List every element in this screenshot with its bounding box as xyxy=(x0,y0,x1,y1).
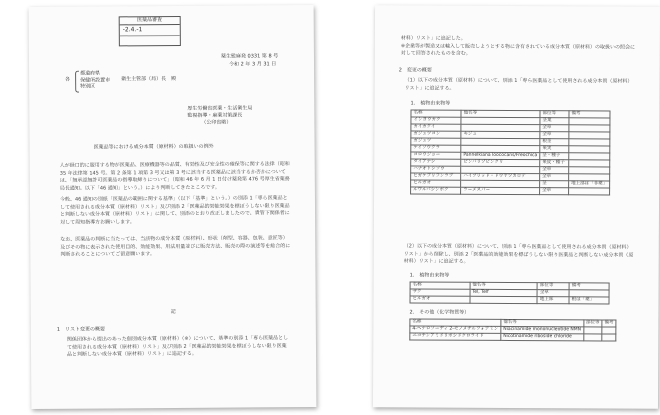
recipients-prefix: 各 xyxy=(65,76,71,83)
table-header-cell: 備考 xyxy=(569,283,609,290)
table-cell: ラーメスバー xyxy=(461,187,540,194)
table-row xyxy=(411,187,610,195)
table-cell: 全草 xyxy=(540,188,569,195)
table-cell: ガジュツ xyxy=(411,138,461,145)
stamp-title: 医薬品審査 xyxy=(120,17,180,25)
document-page-right xyxy=(373,5,660,408)
paragraph-3: なお、医薬品の判断に当たっては、当該物の成分本質（原材料）、形状（剤型、容器、包装、意匠等）及びその物に表示された使用目的、効能効果、用法用量並びに販売方法、販売の際の演述等を総合的に判断されることについてご留意願います。 xyxy=(60,235,291,258)
change-2-text: （2）以下の成分本質（原材料）について、別添 1「専ら医薬品として使用される成分本質（原材料）リスト」から削除し、別添 2「医薬品的効能効果を標ぼうしない限り医薬品と判断しない成分本質（原材料）リスト」に追記する。 xyxy=(403,243,634,265)
sender-line-2: 監視指導・麻薬対策課長 xyxy=(187,112,243,119)
table-cell: 地上部 xyxy=(537,297,569,304)
table-cell: 全草 xyxy=(540,125,569,132)
recipient-item: 保健所設置市 xyxy=(80,76,111,84)
table-header-cell: 他名等 xyxy=(470,282,538,289)
table-cell: Pannelkiana loococans/Freochica xyxy=(461,152,540,159)
table-header-cell: 名称 xyxy=(410,319,501,326)
table-cell: ケイソウクラ xyxy=(411,145,461,152)
table-cell: Niacinamide mononucleotide NMN xyxy=(501,326,584,333)
table-cell xyxy=(602,334,616,341)
stamp-bottom-row xyxy=(120,35,180,46)
paragraph-1: 人が経口的に服用する物が医薬品、医療機器等の品質、有効性及び安全性の確保等に関する法律（昭和 35 年法律第 145 号。第 2 条第 1 項第 3 号又は第 3 号に該当する医薬品に該当するか否かについては、「無承認無許可医薬品の指導取締りについて」（昭和 46 年 6 月 1 日付け薬発第 476 号厚生省薬務局長通知。以下「46 通知」という。）により判断してきたところです。 xyxy=(59,161,290,192)
sender-line-1: 厚生労働省医薬・生活衛生局 xyxy=(187,105,253,112)
received-stamp xyxy=(119,16,181,46)
table-cell xyxy=(602,327,616,334)
table-cell: 茎・種子 xyxy=(540,153,569,160)
table-cell: 茎 xyxy=(540,181,569,188)
table-cell: 根茎 xyxy=(540,139,569,146)
table-cell: 全草 xyxy=(537,290,569,297)
recipient-item: 特別区 xyxy=(80,83,96,90)
document-page-left xyxy=(29,5,317,409)
table-header-cell: 名称 xyxy=(411,110,461,117)
table-cell: 全草 xyxy=(540,167,569,174)
continuation-text: 材料）リスト」に追記した。 ※企業等が製造又は輸入して販売しようとする物に含有されている成分本質（原材料）の取扱いの照会に対して回答されたものを含む。 xyxy=(400,35,636,57)
table-header-cell: 他名等 xyxy=(461,110,540,117)
table-cell: ルワルバシンボク xyxy=(411,187,461,194)
table-cell: ヒルガオ xyxy=(410,296,470,303)
recipients-list xyxy=(80,70,110,90)
table-cell: 全草 xyxy=(540,174,569,181)
table-cell: ヒルガオ xyxy=(411,180,461,187)
table-cell: カイカクイ xyxy=(411,124,461,131)
change-1-text: （1）以下の成分本質（原材料）について、別添 1「専ら医薬品として使用される成分本質（原材料）リスト」に追記する。 xyxy=(404,77,633,92)
table-cell: 根は「薬」 xyxy=(569,297,609,304)
changes-heading: 2 変更の概要 xyxy=(398,67,432,74)
table-1-caption: 1. 植物由来物等 xyxy=(410,100,451,107)
table-header-cell: 備考 xyxy=(602,320,616,327)
document-number: 薬生監麻発 0331 第 8 号 xyxy=(220,53,279,60)
table-plant-materials-1 xyxy=(410,109,610,195)
document-date: 令和 2 年 3 月 31 日 xyxy=(228,61,277,68)
table-cell: ガジュツコン xyxy=(411,131,461,138)
table-cell: ピンバリゾビンクリ xyxy=(461,159,540,166)
document-subject: 医薬品等における成分本質（原材料）の取扱いの例外 xyxy=(93,143,214,151)
table-cell: 茎葉 xyxy=(540,118,569,125)
sender-line-3: （公印省略） xyxy=(201,119,232,126)
paragraph-2: 今般、46 通知の別紙「医薬品の範囲に関する基準」（以下「基準」という。）の別添 1「専ら医薬品として使用される成分本質（原材料）リスト」及び別添 2「医薬品的効能効果を標ぼうしない限り医薬品と判断しない成分本質（原材料）リスト」に関して、別添のとおり改正しましたので、貴管下関係者に対して周知指導方お願いします。 xyxy=(59,195,290,226)
table-cell: 果実 xyxy=(540,146,569,153)
table-cell: ハナオトシソウ xyxy=(411,166,461,173)
table-cell: ダイアナシ xyxy=(411,159,461,166)
table-row xyxy=(410,296,609,304)
table-header-cell: 部位等 xyxy=(540,111,569,118)
table-cell: 4-ヘテロソーディ 2-モノメチルフォアミン xyxy=(410,326,501,333)
table-cell: ヒガケブリフンラブ xyxy=(411,173,461,180)
table-row xyxy=(410,333,616,341)
table-header-cell: 他名等 xyxy=(501,319,584,326)
table-header-cell: 部位等 xyxy=(584,320,603,327)
section-mark: 記 xyxy=(170,308,176,316)
recipients-suffix: 衛生主管部（局）長 殿 xyxy=(121,75,177,83)
stamp-date: -2.4.-1 xyxy=(122,26,143,34)
table-cell: Nicotinamide riboside chloride xyxy=(501,333,584,340)
table-chemical-substances xyxy=(409,318,616,341)
table-plant-materials-2 xyxy=(409,281,609,304)
table-cell: キジュ xyxy=(461,131,540,138)
table-cell: ハイブリッド・ドウヤツカロテ xyxy=(461,173,540,180)
table-cell: インヨウカク xyxy=(411,117,461,124)
table-cell: 全草 xyxy=(540,132,569,139)
table-2-caption: 1. 植物由来物等 xyxy=(409,272,450,279)
table-header-cell: 備考 xyxy=(569,111,610,118)
table-cell: コロウジョー xyxy=(411,152,461,159)
table-3-caption: 2. その他（化学物質等） xyxy=(409,309,470,316)
table-cell xyxy=(569,188,610,195)
table-cell xyxy=(583,334,602,341)
item-1-heading: 1 リスト変更の概要 xyxy=(56,326,105,333)
table-cell: 果皮・種子 xyxy=(540,160,569,167)
table-header-cell: 部位等 xyxy=(537,283,569,290)
table-cell: ザク xyxy=(410,289,470,296)
table-cell: Tel, Telf xyxy=(470,289,538,296)
table-header-cell: 名称 xyxy=(410,282,470,289)
recipients-brace xyxy=(75,71,79,93)
table-cell: ニコチンアミドリボシドクロライド xyxy=(410,333,501,340)
table-cell xyxy=(470,296,538,303)
item-1-text: 関係団体から提出のあった個別成分本質（原材料）（※）について、基準の別添 1「専ら医薬品として使用される成分本質（原材料）リスト」及び別添 2「医薬品的効能効果を標ぼうしない限り医薬品と判断しない成分本質（原材料）リスト」に追記する。 xyxy=(66,335,289,358)
recipient-item: 都道府県 xyxy=(80,70,101,77)
table-cell: 地上部は「非薬」 xyxy=(569,181,610,188)
